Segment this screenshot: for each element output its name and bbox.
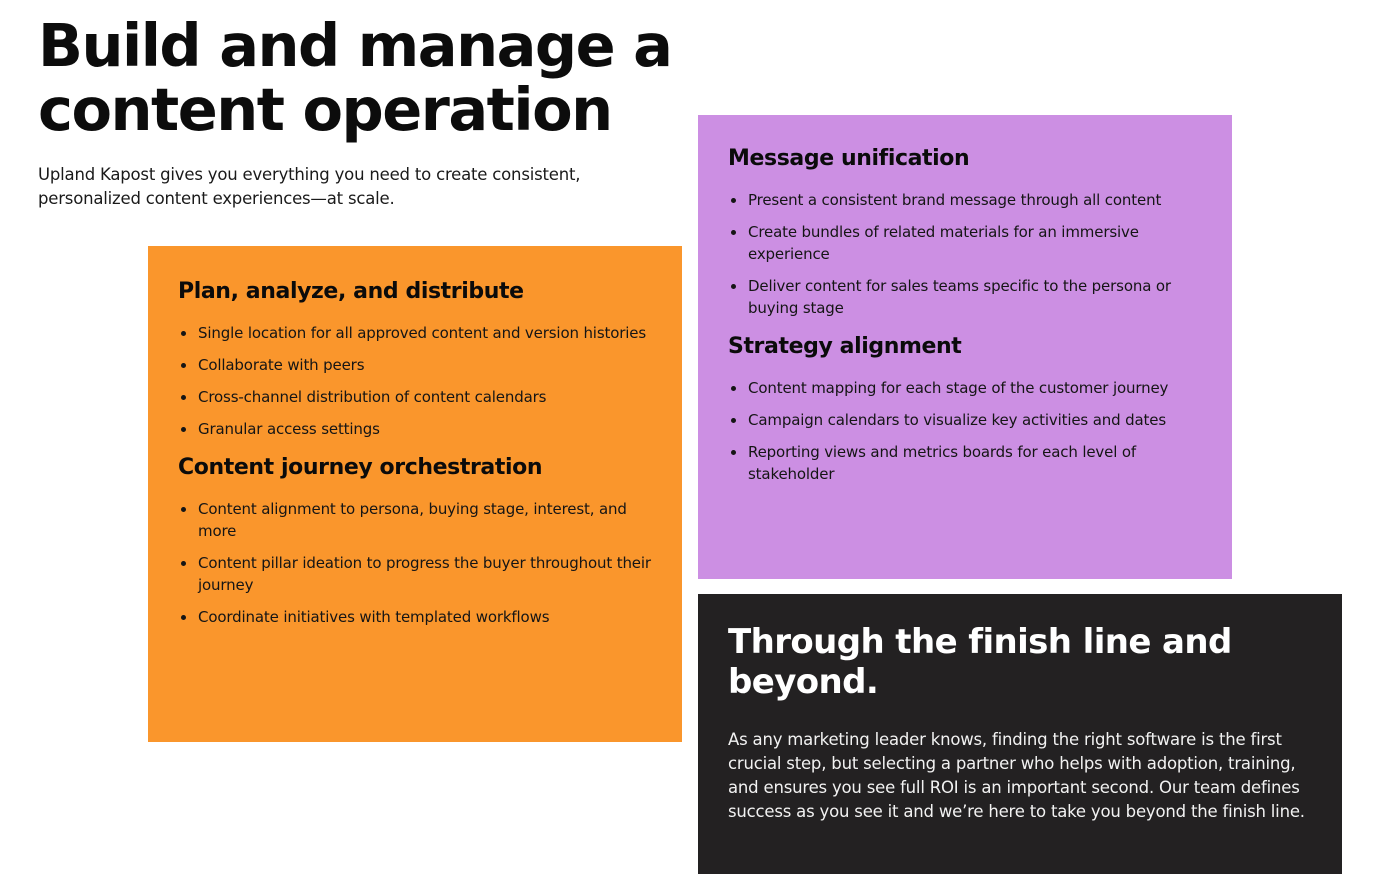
section-heading: Message unification	[728, 146, 970, 171]
page-title-line-1: Build and manage a	[38, 11, 672, 80]
feature-list	[728, 377, 1202, 485]
page-title	[38, 11, 698, 144]
feature-card-plan	[148, 246, 682, 742]
feature-section-strategy	[728, 333, 1202, 485]
finish-line-heading: Through the finish line and beyond.	[728, 622, 1232, 702]
feature-section-journey	[178, 454, 652, 628]
feature-section-plan	[178, 278, 652, 440]
list-item: Present a consistent brand message through all content	[728, 189, 1202, 211]
feature-list	[178, 498, 652, 628]
section-heading: Plan, analyze, and distribute	[178, 279, 524, 304]
list-item: Reporting views and metrics boards for each level of stakeholder	[728, 441, 1202, 485]
list-item: Coordinate initiatives with templated workflows	[178, 606, 652, 628]
finish-line-card	[698, 594, 1342, 874]
page-title-line-2: content operation	[38, 75, 612, 144]
feature-list	[178, 322, 652, 440]
list-item: Content alignment to persona, buying stage, interest, and more	[178, 498, 652, 542]
list-item: Single location for all approved content and version histories	[178, 322, 652, 344]
list-item: Granular access settings	[178, 418, 652, 440]
section-heading: Content journey orchestration	[178, 455, 543, 480]
feature-card-message	[698, 115, 1232, 579]
feature-section-message	[728, 145, 1202, 319]
list-item: Content mapping for each stage of the customer journey	[728, 377, 1202, 399]
feature-list	[728, 189, 1202, 319]
page-subtitle: Upland Kapost gives you everything you need to create consistent, personalized content experiences—at scale.	[38, 165, 581, 208]
list-item: Create bundles of related materials for an immersive experience	[728, 221, 1202, 265]
list-item: Campaign calendars to visualize key activities and dates	[728, 409, 1202, 431]
list-item: Deliver content for sales teams specific to the persona or buying stage	[728, 275, 1202, 319]
list-item: Collaborate with peers	[178, 354, 652, 376]
list-item: Cross-channel distribution of content calendars	[178, 386, 652, 408]
section-heading: Strategy alignment	[728, 334, 962, 359]
list-item: Content pillar ideation to progress the buyer throughout their journey	[178, 552, 652, 596]
finish-line-body: As any marketing leader knows, finding the right software is the first crucial step, but selecting a partner who helps with adoption, training, and ensures you see full ROI is an important second. Our team defines success as you see it and we’re here to take you beyond the finish line.	[728, 730, 1305, 821]
